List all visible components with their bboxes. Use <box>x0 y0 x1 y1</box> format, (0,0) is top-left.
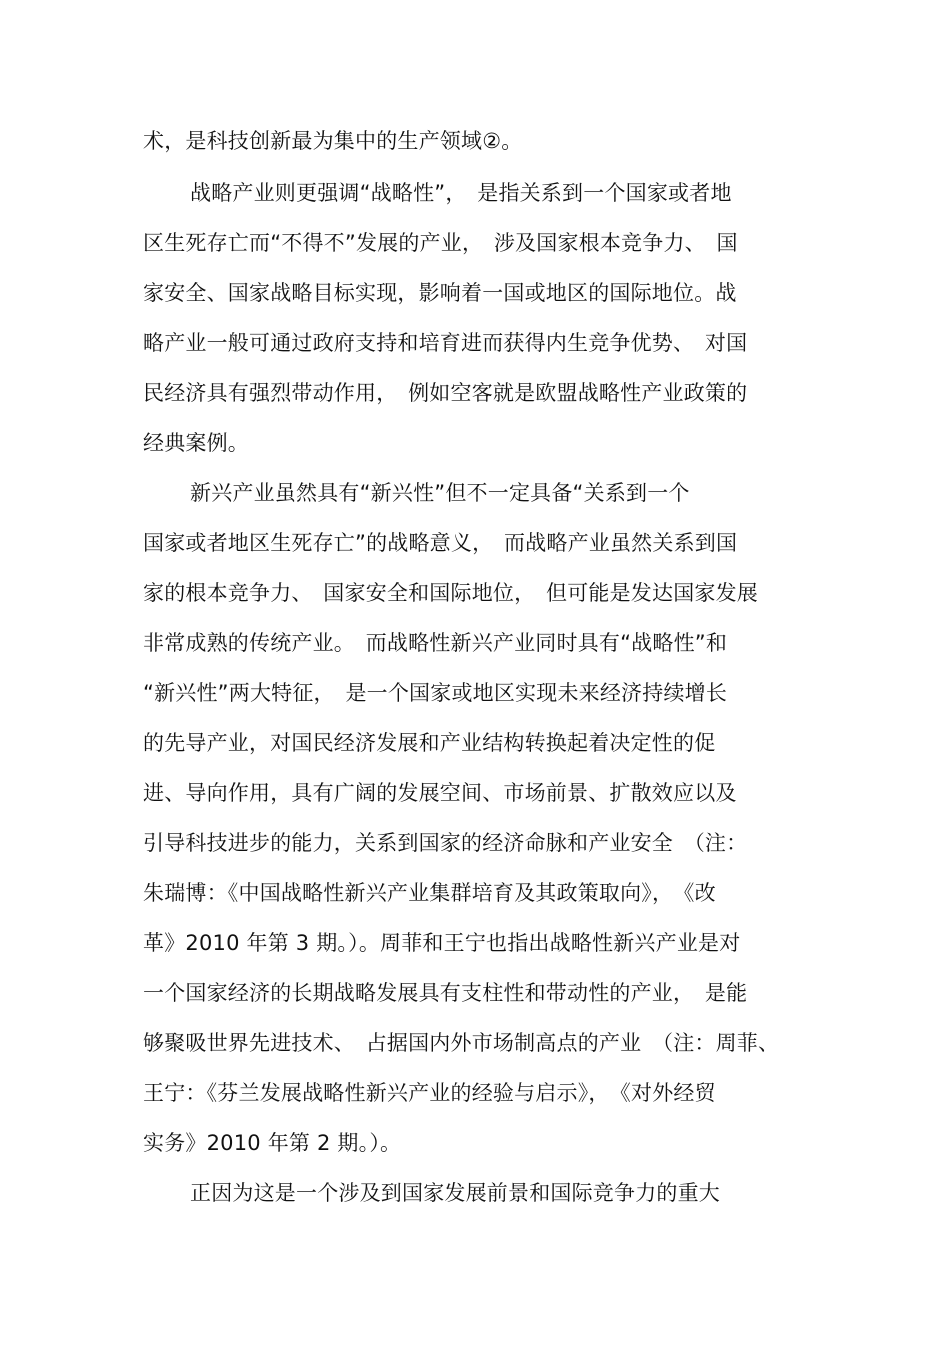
text-line: 王宁：《芬兰发展战略性新兴产业的经验与启示》， 《对外经贸 <box>143 1081 716 1105</box>
text-line: 术，是科技创新最为集中的生产领域②。 <box>143 129 523 153</box>
text-line: 民经济具有强烈带动作用， 例如空客就是欧盟战略性产业政策的 <box>143 381 748 405</box>
text-line: 略产业一般可通过政府支持和培育进而获得内生竞争优势、 对国 <box>143 331 748 355</box>
text-line: 革》2010 年第 3 期。）。周菲和王宁也指出战略性新兴产业是对 <box>143 931 741 955</box>
text-line: 朱瑞博：《中国战略性新兴产业集群培育及其政策取向》， 《改 <box>143 881 716 905</box>
paragraph-start-line: 正因为这是一个涉及到国家发展前景和国际竞争力的重大 <box>190 1181 720 1205</box>
text-line: 区生死存亡而“不得不”发展的产业， 涉及国家根本竞争力、 国 <box>143 231 738 255</box>
text-line: 实务》2010 年第 2 期。）。 <box>143 1131 402 1155</box>
text-line: 国家或者地区生死存亡”的战略意义， 而战略产业虽然关系到国 <box>143 531 738 555</box>
text-line: 够聚吸世界先进技术、 占据国内外市场制高点的产业 （注：周菲、 <box>143 1031 780 1055</box>
text-line: 一个国家经济的长期战略发展具有支柱性和带动性的产业， 是能 <box>143 981 748 1005</box>
paragraph-start-line: 新兴产业虽然具有“新兴性”但不一定具备“关系到一个 <box>190 481 690 505</box>
text-line: 引导科技进步的能力，关系到国家的经济命脉和产业安全 （注： <box>143 831 748 855</box>
text-line: 经典案例。 <box>143 431 249 455</box>
paragraph-start-line: 战略产业则更强调“战略性”， 是指关系到一个国家或者地 <box>190 181 732 205</box>
text-line: “新兴性”两大特征， 是一个国家或地区实现未来经济持续增长 <box>143 681 728 705</box>
text-line: 家的根本竞争力、 国家安全和国际地位， 但可能是发达国家发展 <box>143 581 758 605</box>
text-line: 家安全、国家战略目标实现，影响着一国或地区的国际地位。战 <box>143 281 737 305</box>
text-line: 进、导向作用，具有广阔的发展空间、市场前景、扩散效应以及 <box>143 781 737 805</box>
text-line: 的先导产业，对国民经济发展和产业结构转换起着决定性的促 <box>143 731 716 755</box>
text-line: 非常成熟的传统产业。 而战略性新兴产业同时具有“战略性”和 <box>143 631 728 655</box>
